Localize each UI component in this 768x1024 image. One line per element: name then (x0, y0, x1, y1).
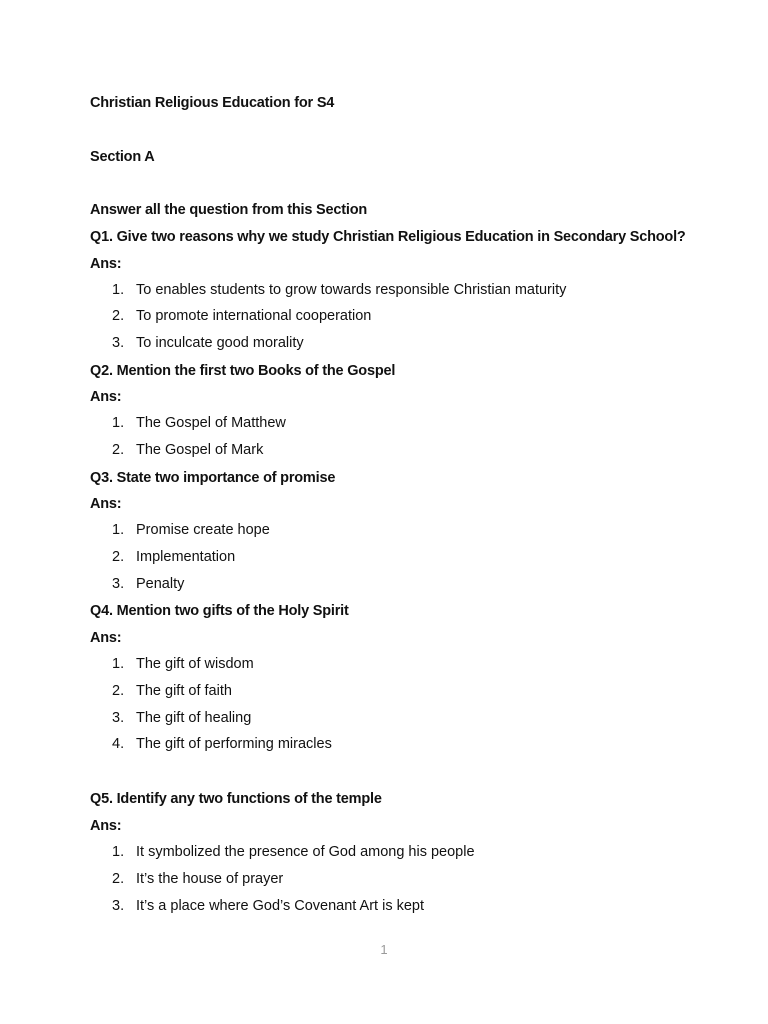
section-heading: Section A (90, 149, 155, 165)
question-4: Q4. Mention two gifts of the Holy Spirit (90, 603, 349, 619)
list-item: 1. To enables students to grow towards responsible Christian maturity (112, 282, 567, 298)
list-item: 1. It symbolized the presence of God among his people (112, 844, 475, 860)
list-item: 4. The gift of performing miracles (112, 736, 332, 752)
list-item: 3. The gift of healing (112, 710, 252, 726)
list-item: 1. The gift of wisdom (112, 656, 254, 672)
list-item: 3. It’s a place where God’s Covenant Art is kept (112, 898, 425, 914)
question-5: Q5. Identify any two functions of the temple (90, 791, 382, 807)
question-1: Q1. Give two reasons why we study Christian Religious Education in Secondary School? (90, 229, 686, 245)
list-item: 1. Promise create hope (112, 522, 270, 538)
answer-label-5: Ans: (90, 818, 122, 834)
list-item: 2. The Gospel of Mark (112, 442, 264, 458)
list-item: 1. The Gospel of Matthew (112, 415, 286, 431)
instruction-text: Answer all the question from this Section (90, 202, 368, 218)
list-item: 2. It’s the house of prayer (112, 871, 284, 887)
answer-label-2: Ans: (90, 389, 122, 405)
answer-label-4: Ans: (90, 630, 122, 646)
list-item: 2. To promote international cooperation (112, 308, 372, 324)
document-title: Christian Religious Education for S4 (90, 95, 335, 111)
page-number: 1 (380, 942, 388, 957)
question-3: Q3. State two importance of promise (90, 470, 336, 486)
list-item: 2. Implementation (112, 549, 236, 565)
list-item: 3. To inculcate good morality (112, 335, 304, 351)
answer-label-3: Ans: (90, 496, 122, 512)
question-2: Q2. Mention the first two Books of the Gospel (90, 363, 396, 379)
answer-label-1: Ans: (90, 256, 122, 272)
list-item: 2. The gift of faith (112, 683, 232, 699)
list-item: 3. Penalty (112, 576, 185, 592)
